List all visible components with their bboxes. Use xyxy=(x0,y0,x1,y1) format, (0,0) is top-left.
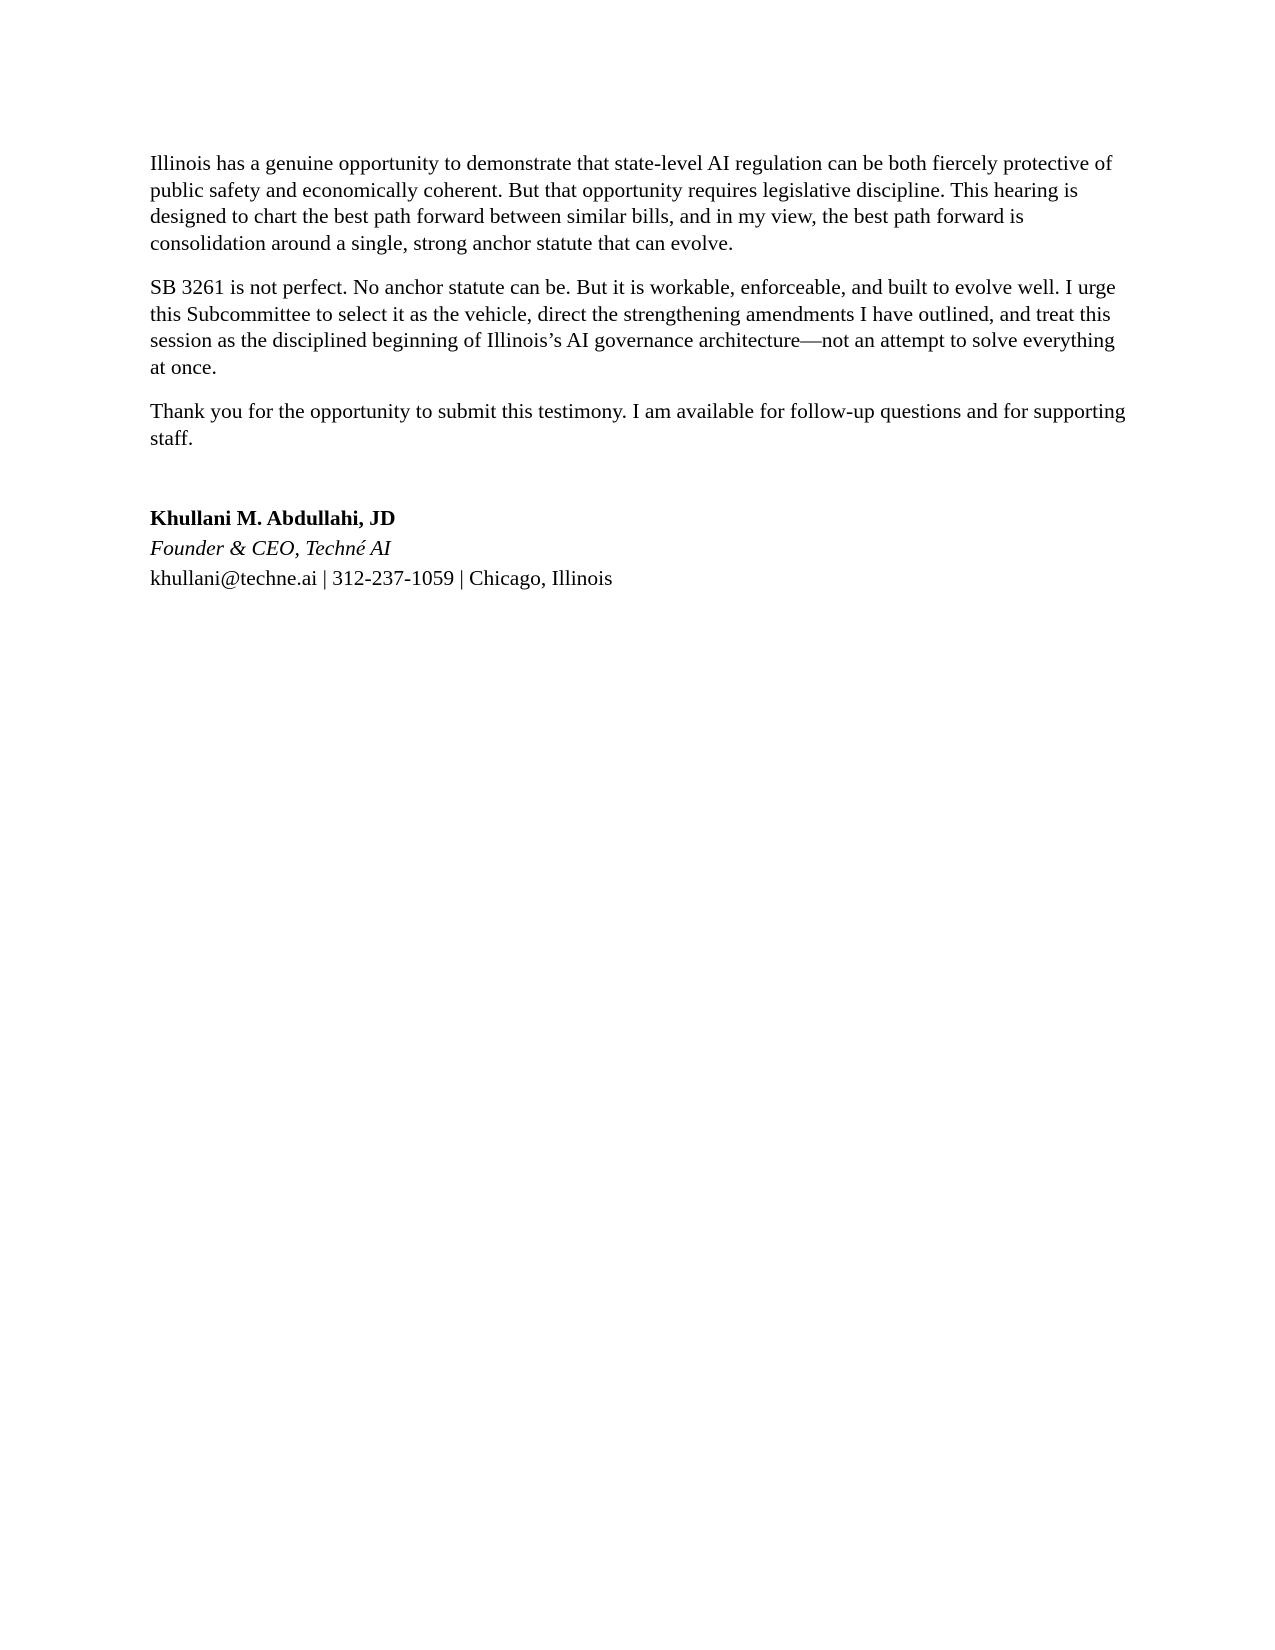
signatory-name: Khullani M. Abdullahi, JD xyxy=(150,506,396,530)
paragraph-recommendation: SB 3261 is not perfect. No anchor statute can be. But it is workable, enforceable, and built to evolve well. I urge this Subcommittee to select it as the vehicle, direct the strengthening amendments I have outlined, and treat this session as the disciplined beginning of Illinois’s AI governance architecture—not an attempt to solve everything at once. xyxy=(150,275,1116,379)
signature-block xyxy=(150,503,1135,593)
signatory-title: Founder & CEO, Techné AI xyxy=(150,536,391,560)
document-body xyxy=(150,150,1135,593)
paragraph-closing: Thank you for the opportunity to submit this testimony. I am available for follow-up questions and for supporting staff. xyxy=(150,399,1126,450)
signatory-contact: khullani@techne.ai | 312-237-1059 | Chicago, Illinois xyxy=(150,566,613,590)
paragraph-consolidation: Illinois has a genuine opportunity to demonstrate that state-level AI regulation can be both fiercely protective of public safety and economically coherent. But that opportunity requires legislative discipline. This hearing is designed to chart the best path forward between similar bills, and in my view, the best path forward is consolidation around a single, strong anchor statute that can evolve. xyxy=(150,151,1113,255)
